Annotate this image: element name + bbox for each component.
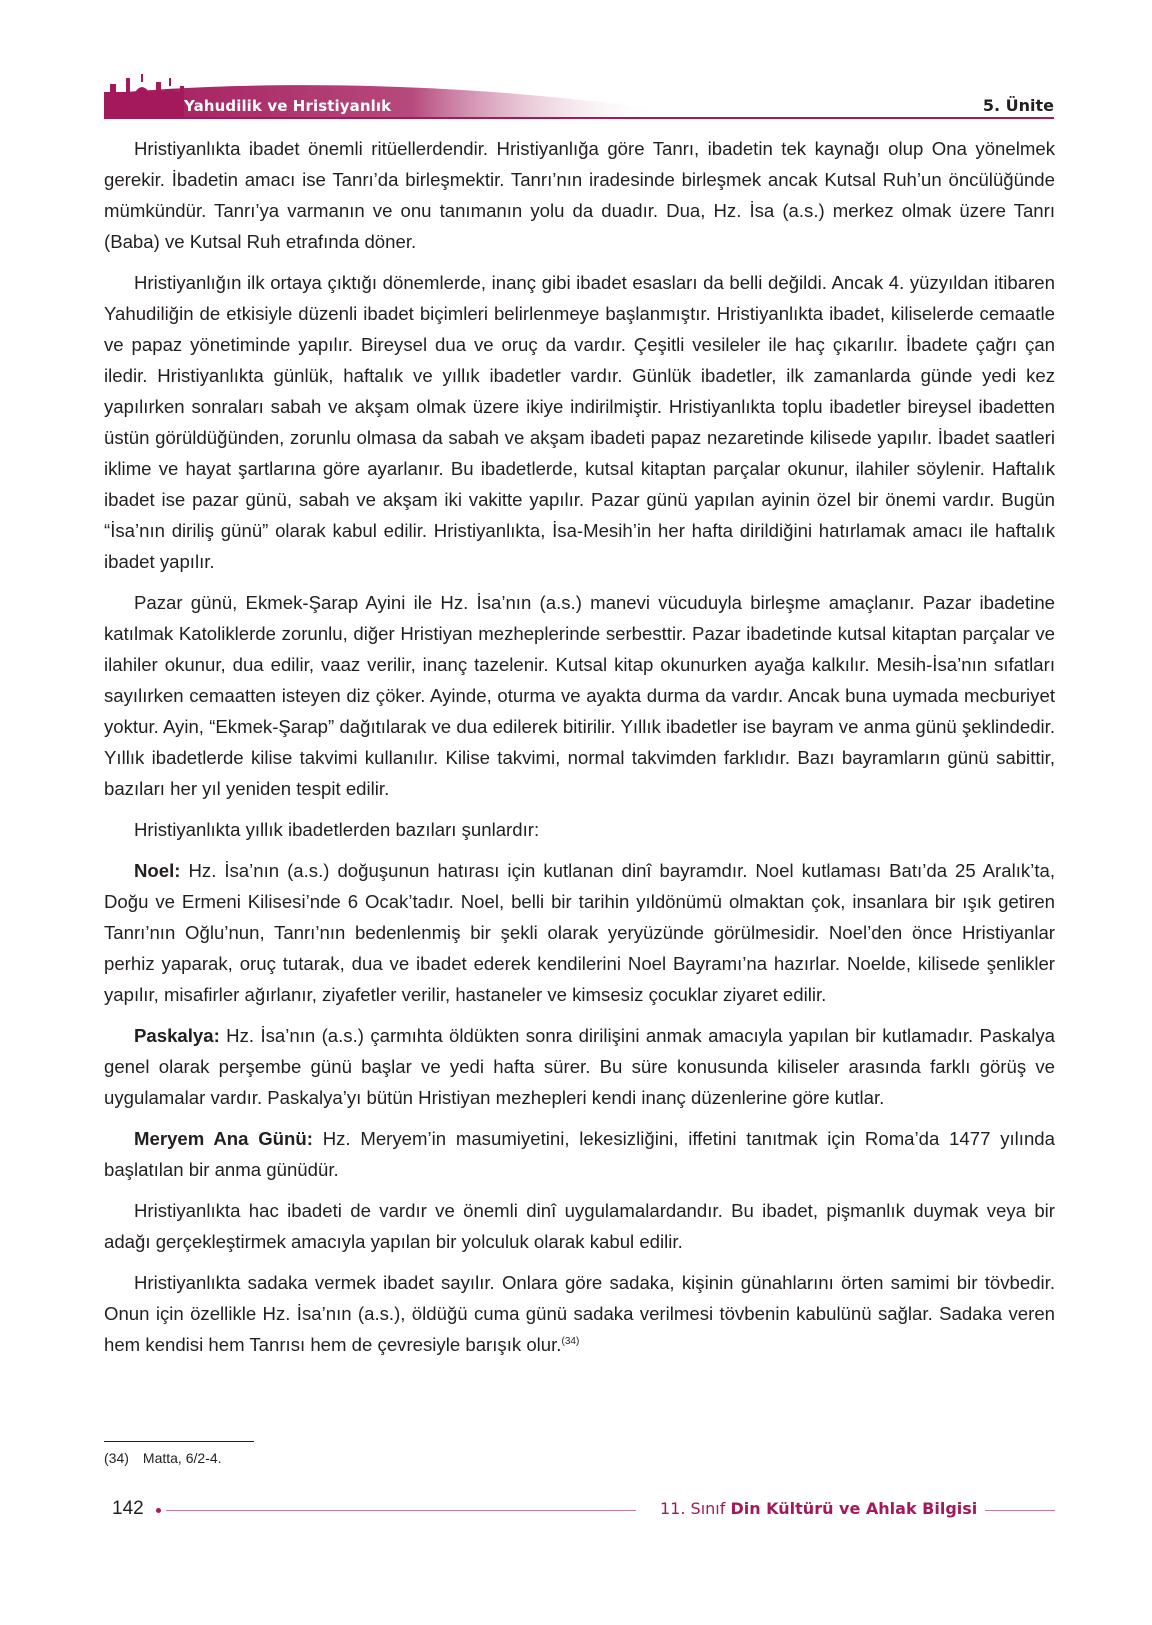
footer-dot <box>156 1508 161 1513</box>
paragraph: Hristiyanlıkta hac ibadeti de vardır ve önemli dinî uygulamalardandır. Bu ibadet, pişmanlık duymak veya bir adağı gerçekleştirmek amacıyla yapılan bir yolculuk olarak kabul edilir. <box>104 1200 1055 1252</box>
footer-rule-left <box>166 1510 636 1511</box>
paragraph: Hristiyanlığın ilk ortaya çıktığı dönemlerde, inanç gibi ibadet esasları da belli değildi. Ancak 4. yüzyıldan itibaren Yahudiliğin de etkisiyle düzenli ibadet biçimleri belirlenmeye başlanmıştır. Hristiyanlıkta ibadet, kiliselerde cemaatle ve papaz yönetiminde yapılır. Bireysel dua ve oruç da vardır. Çeşitli vesileler ile haç çıkarılır. İbadete çağrı çan iledir. Hristiyanlıkta günlük, haftalık ve yıllık ibadetler vardır. Günlük ibadetler, ilk zamanlarda günde yedi kez yapılırken sonraları sabah ve akşam olmak üzere ikiye indirilmiştir. Hristiyanlıkta toplu ibadetler bireysel ibadetten üstün görüldüğünden, zorunlu olmasa da sabah ve akşam ibadeti papaz nezaretinde kilisede yapılır. İbadet saatleri iklime ve hayat şartlarına göre ayarlanır. Bu ibadetlerde, kutsal kitaptan parçalar okunur, ilahiler söylenir. Haftalık ibadet ise pazar günü, sabah ve akşam iki vakitte yapılır. Pazar günü yapılan ayinin özel bir önemi vardır. Bugün “İsa’nın diriliş günü” olarak kabul edilir. Hristiyanlıkta, İsa-Mesih’in her hafta dirildiğini hatırlamak amacı ile haftalık ibadet yapılır. <box>104 272 1055 572</box>
footer-rule-right <box>985 1510 1055 1511</box>
term-noel: Noel: <box>134 860 181 881</box>
church-mosque-skyline-icon <box>104 74 184 118</box>
page-header <box>104 72 1054 120</box>
footnote-number: (34) <box>104 1450 129 1466</box>
paragraph: Hristiyanlıkta sadaka vermek ibadet sayılır. Onlara göre sadaka, kişinin günahlarını örten samimi bir tövbedir. Onun için özellikle Hz. İsa’nın (a.s.), öldüğü cuma günü sadaka verilmesi tövbenin kabulünü sağlar. Sadaka veren hem kendisi hem Tanrısı hem de çevresiyle barışık olur.$^{(34)}$ <box>104 1272 1055 1355</box>
footnote <box>104 1450 222 1466</box>
header-rule <box>104 117 1054 119</box>
paragraph-meryem: Meryem Ana Günü: Hz. Meryem’in masumiyetini, lekesizliğini, iffetini tanıtmak için Roma’da 1477 yılında başlatılan bir anma günüdür. <box>104 1128 1055 1180</box>
book-title: 11. Sınıf Din Kültürü ve Ahlak Bilgisi <box>660 1499 978 1518</box>
paragraph-paskalya: Paskalya: Hz. İsa’nın (a.s.) çarmıhta öldükten sonra dirilişini anmak amacıyla yapılan bir kutlamadır. Paskalya genel olarak perşembe günü başlar ve yedi hafta sürer. Bu süre konusunda kiliseler arasında farklı görüş ve uygulamalar vardır. Paskalya’yı bütün Hristiyan mezhepleri kendi inanç düzenlerine göre kutlar. <box>104 1025 1055 1108</box>
paragraph-noel: Noel: Hz. İsa’nın (a.s.) doğuşunun hatırası için kutlanan dinî bayramdır. Noel kutlaması Batı’da 25 Aralık’ta, Doğu ve Ermeni Kilisesi’nde 6 Ocak’tadır. Noel, belli bir tarihin yıldönümü olmaktan çok, insanlara bir ışık getiren Tanrı’nın Oğlu’nun, Tanrı’nın bedenlenmiş bir şekli olarak yeryüzünde görülmesidir. Noel’den önce Hristiyanlar perhiz yaparak, oruç tutarak, dua ve ibadet ederek kendilerini Noel Bayramı’na hazırlar. Noelde, kilisede şenlikler yapılır, misafirler ağırlanır, ziyafetler verilir, hastaneler ve kimsesiz çocuklar ziyaret edilir. <box>104 860 1055 1005</box>
term-paskalya: Paskalya: <box>134 1025 220 1046</box>
term-meryem: Meryem Ana Günü: <box>134 1128 313 1149</box>
footnote-text: Matta, 6/2-4. <box>142 1450 222 1466</box>
page-number: 142 <box>112 1498 144 1519</box>
footnote-ref: (34) <box>561 1336 580 1347</box>
chapter-title: Yahudilik ve Hristiyanlık <box>184 97 392 115</box>
footnote-rule <box>104 1441 254 1442</box>
paragraph: Pazar günü, Ekmek-Şarap Ayini ile Hz. İsa’nın (a.s.) manevi vücuduyla birleşme amaçlanır. Pazar ibadetine katılmak Katoliklerde zorunlu, diğer Hristiyan mezheplerinde serbesttir. Pazar ibadetinde kutsal kitaptan parçalar ve ilahiler okunur, dua edilir, vaaz verilir, inanç tazelenir. Kutsal kitap okunurken ayağa kalkılır. Mesih-İsa’nın sıfatları sayılırken cemaatten isteyen diz çöker. Ayinde, oturma ve ayakta durma da vardır. Ancak buna uymada mecburiyet yoktur. Ayin, “Ekmek-Şarap” dağıtılarak ve dua edilerek bitirilir. Yıllık ibadetler ise bayram ve anma günü şeklindedir. Yıllık ibadetlerde kilise takvimi kullanılır. Kilise takvimi, normal takvimden farklıdır. Bazı bayramların günü sabittir, bazıları her yıl yeniden tespit edilir. <box>104 592 1055 799</box>
body-text <box>104 133 1055 1370</box>
unit-label: 5. Ünite <box>982 96 1054 115</box>
paragraph: Hristiyanlıkta yıllık ibadetlerden bazıları şunlardır: <box>134 819 540 840</box>
paragraph: Hristiyanlıkta ibadet önemli ritüellerdendir. Hristiyanlığa göre Tanrı, ibadetin tek kaynağı olup Ona yönelmek gerekir. İbadetin amacı ise Tanrı’da birleşmektir. Tanrı’nın iradesinde birleşmek ancak Kutsal Ruh’un öncülüğünde mümkündür. Tanrı’ya varmanın ve onu tanımanın yolu da duadır. Dua, Hz. İsa (a.s.) merkez olmak üzere Tanrı (Baba) ve Kutsal Ruh etrafında döner. <box>104 138 1055 252</box>
